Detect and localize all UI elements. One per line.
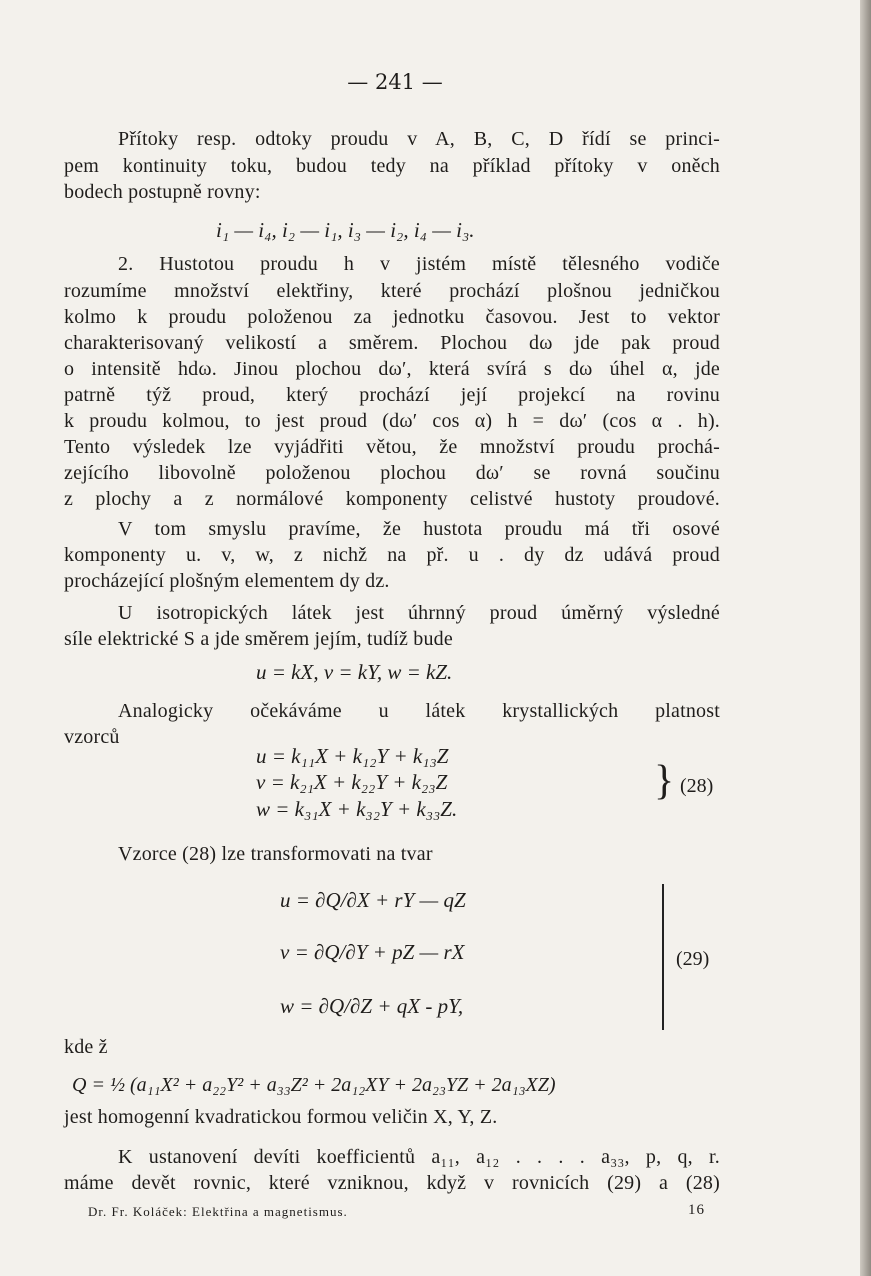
text-line: zejícího libovolně položenou plochou dω′ se rovná součinu: [64, 462, 720, 484]
text-line: vzorců: [64, 726, 120, 748]
page-edge: [860, 0, 871, 1276]
equation-28-row: w = k₃₁X + k₃₂Y + k₃₃Z.: [256, 797, 458, 821]
equation-29-row: u = ∂Q/∂X + rY — qZ: [280, 888, 466, 912]
text-line: K ustanovení devíti koefficientů a₁₁, a₁₂ . . . . a₃₃, p, q, r.: [118, 1146, 720, 1168]
text-line: máme devět rovnic, které vzniknou, když v rovnicích (29) a (28): [64, 1172, 720, 1194]
equation-29-row: v = ∂Q/∂Y + pZ — rX: [280, 940, 465, 964]
text-line: z plochy a z normálové komponenty celistvé hustoty proudové.: [64, 488, 720, 510]
equation-number-28: (28): [680, 775, 714, 797]
text-line: bodech postupně rovny:: [64, 181, 261, 203]
equation-number-29: (29): [676, 948, 710, 970]
text-line: Analogicky očekáváme u látek krystallických platnost: [118, 700, 720, 722]
text-line: jest homogenní kvadratickou formou veličin X, Y, Z.: [64, 1106, 498, 1128]
text-line: kolmo k proudu položenou za jednotku časovou. Jest to vektor: [64, 306, 720, 328]
text-line: 2. Hustotou proudu h v jistém místě tělesného vodiče: [118, 253, 720, 275]
equation-isotropic: u = kX, v = kY, w = kZ.: [256, 660, 453, 684]
text-line: rozumíme množství elektřiny, které prochází plošnou jedničkou: [64, 280, 720, 302]
text-line: o intensitě hdω. Jinou plochou dω′, která svírá s dω úhel α, jde: [64, 358, 720, 380]
text-line: Tento výsledek lze vyjádřiti větou, že množství proudu prochá-: [64, 436, 720, 458]
footer-sheet-number: 16: [688, 1202, 705, 1218]
text-line: charakterisovaný velikostí a směrem. Plochou dω jde pak proud: [64, 332, 720, 354]
page-header: — 241 —: [347, 70, 443, 94]
equation-quadratic-form: Q = ½ (a₁₁X² + a₂₂Y² + a₃₃Z² + 2a₁₂XY + 2a₂₃YZ + 2a₁₃XZ): [72, 1074, 556, 1096]
equation-inflows: i₁ — i₄, i₂ — i₁, i₃ — i₂, i₄ — i₃.: [216, 218, 475, 242]
text-line: pem kontinuity toku, budou tedy na příklad přítoky v oněch: [64, 155, 720, 177]
equation-28-row: u = k₁₁X + k₁₂Y + k₁₃Z: [256, 744, 449, 768]
text-line: Vzorce (28) lze transformovati na tvar: [118, 843, 433, 865]
text-line: síle elektrické S a jde směrem jejím, tudíž bude: [64, 628, 453, 650]
text-line: V tom smyslu pravíme, že hustota proudu má tři osové: [118, 518, 720, 540]
brace-28: }: [654, 758, 675, 804]
text-line: komponenty u. v, w, z nichž na př. u . dy dz udává proud: [64, 544, 720, 566]
equation-28-row: v = k₂₁X + k₂₂Y + k₂₃Z: [256, 770, 448, 794]
brace-29: [662, 884, 664, 1030]
footer-signature: Dr. Fr. Koláček: Elektřina a magnetismus.: [88, 1204, 348, 1219]
text-line: U isotropických látek jest úhrnný proud úměrný výsledné: [118, 602, 720, 624]
text-line: k proudu kolmou, to jest proud (dω′ cos α) h = dω′ (cos α . h).: [64, 410, 720, 432]
text-line: kde ž: [64, 1036, 108, 1058]
equation-29-row: w = ∂Q/∂Z + qX - pY,: [280, 994, 464, 1018]
text-line: procházející plošným elementem dy dz.: [64, 570, 390, 592]
text-line: Přítoky resp. odtoky proudu v A, B, C, D řídí se princi-: [118, 128, 720, 150]
text-line: patrně týž proud, který prochází její projekcí na rovinu: [64, 384, 720, 406]
